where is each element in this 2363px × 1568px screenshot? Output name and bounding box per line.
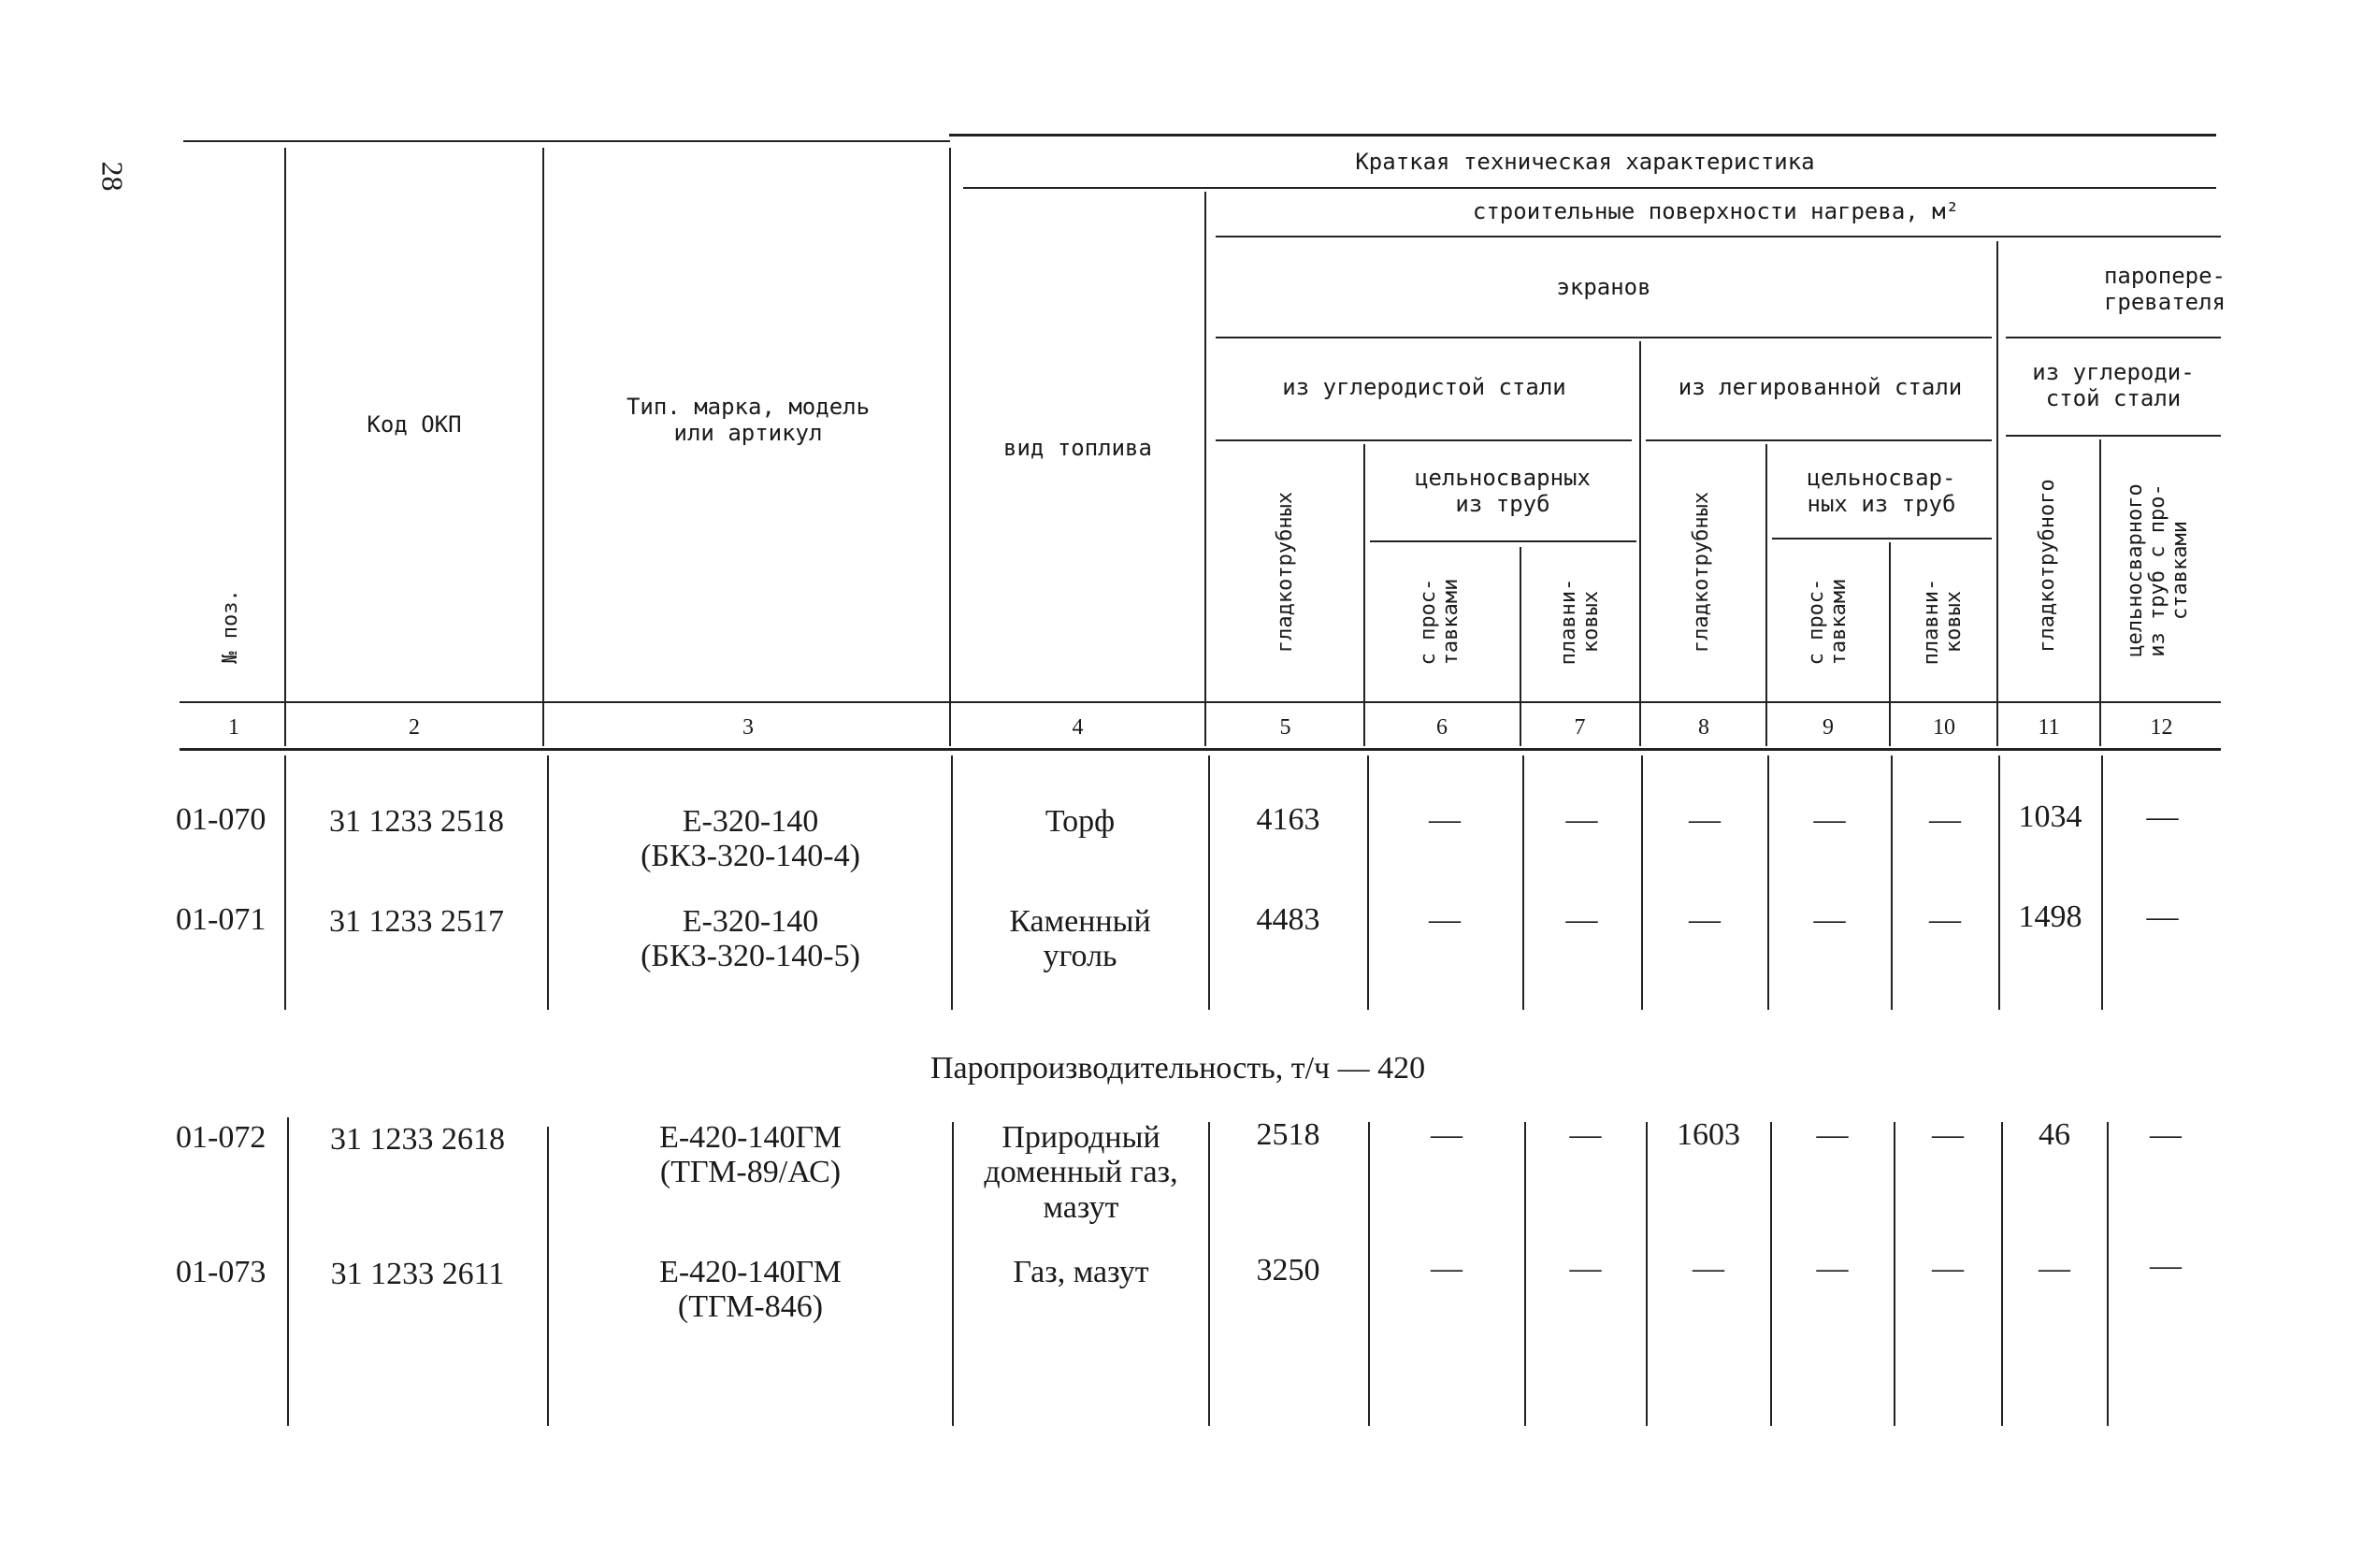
page-number: 28 (95, 161, 130, 192)
body2-vline-7 (1646, 1122, 1648, 1426)
colnum-7: 7 (1574, 715, 1586, 740)
colnum-5: 5 (1279, 715, 1291, 740)
colnum-6: 6 (1436, 715, 1448, 740)
table-row-071-c11: 1498 (2018, 899, 2082, 934)
body1-vline-5 (1367, 755, 1369, 1010)
table-row-070-c12: — (2146, 799, 2179, 834)
body1-vline-7 (1641, 755, 1643, 1010)
colnum-1: 1 (228, 715, 239, 740)
table-row-071-model: Е-320-140 (БКЗ-320-140-5) (641, 904, 860, 974)
header-screens: экранов (1556, 274, 1651, 301)
vline-11 (2099, 439, 2101, 746)
colnum-3: 3 (742, 715, 754, 740)
table-row-070-code: 31 1233 2518 (329, 804, 504, 839)
colnum-9: 9 (1823, 715, 1834, 740)
table-row-071-fuel: Каменный уголь (1009, 904, 1151, 974)
colnum-8: 8 (1698, 715, 1709, 740)
vline-1 (284, 148, 286, 746)
table-row-073-code: 31 1233 2611 (330, 1257, 505, 1291)
table-row-070-c5: 4163 (1256, 802, 1320, 837)
rule-under-alloy (1646, 439, 1992, 441)
header-fin-2: плавни- ковых (1919, 578, 1966, 666)
table-row-071-code: 31 1233 2517 (329, 904, 504, 939)
table-row-072-fuel: Природный доменный газ, мазут (984, 1120, 1178, 1225)
header-fuel: вид топлива (1003, 435, 1152, 462)
table-row-071-c9: — (1813, 902, 1846, 937)
body2-vline-3 (952, 1122, 954, 1426)
body1-vline-3 (951, 755, 953, 1010)
table-row-073-fuel: Газ, мазут (1013, 1255, 1149, 1289)
rule-under-superheater (2006, 337, 2221, 338)
colnum-10: 10 (1933, 715, 1955, 740)
table-row-073-c12: — (2150, 1248, 2182, 1283)
table-top-rule-left (183, 140, 950, 142)
table-row-072-c7: — (1569, 1117, 1602, 1152)
body2-vline-5 (1368, 1122, 1370, 1426)
table-row-071-c10: — (1929, 902, 1961, 937)
body1-vline-8 (1767, 755, 1769, 1010)
table-row-071-c8: — (1689, 902, 1721, 937)
header-alloy-steel: из легированной стали (1678, 374, 1963, 401)
table-row-072-pos: 01-072 (176, 1120, 267, 1155)
body2-vline-10 (2001, 1122, 2003, 1426)
body2-vline-8 (1770, 1122, 1772, 1426)
body2-vline-2 (547, 1127, 549, 1426)
header-smooth-1: гладкотрубных (1273, 491, 1297, 654)
table-row-073-c6: — (1431, 1251, 1462, 1286)
vline-4 (1204, 192, 1206, 746)
table-row-070-c11: 1034 (2018, 799, 2082, 834)
body2-vline-6 (1524, 1122, 1526, 1426)
table-row-073-c9: — (1816, 1251, 1849, 1286)
header-welded-tubes-2: цельносвар- ных из труб (1807, 464, 1956, 517)
vline-2 (542, 148, 544, 746)
body1-vline-4 (1208, 755, 1210, 1010)
header-smooth-2: гладкотрубных (1689, 491, 1713, 654)
header-code: Код ОКП (367, 411, 462, 439)
rule-under-welded-2 (1772, 538, 1992, 539)
table-row-072-c10: — (1932, 1117, 1964, 1152)
table-row-070-pos: 01-070 (176, 802, 267, 837)
table-row-072-c6: — (1431, 1117, 1462, 1152)
table-row-073-c10: — (1932, 1251, 1964, 1286)
rule-under-superheater-carbon (2006, 435, 2221, 437)
body2-vline-9 (1894, 1122, 1895, 1426)
rule-under-surfaces (1216, 236, 2221, 237)
vline-3 (949, 148, 951, 746)
table-row-073-c5: 3250 (1256, 1253, 1320, 1287)
table-row-072-model: Е-420-140ГМ (ТГМ-89/АС) (659, 1120, 842, 1190)
vline-10 (1996, 241, 1998, 746)
rule-under-carbon (1216, 439, 1632, 441)
rule-below-colnums (180, 748, 2221, 751)
table-row-072-c11: 46 (2039, 1117, 2070, 1152)
table-row-073-pos: 01-073 (176, 1255, 267, 1289)
header-welded-superheater: цельносварного из труб с про- ставками (2123, 483, 2193, 657)
vline-9 (1889, 542, 1891, 746)
table-row-072-c12: — (2150, 1117, 2182, 1152)
colnum-2: 2 (409, 715, 420, 740)
header-brief: Краткая техническая характеристика (1355, 149, 1815, 176)
colnum-4: 4 (1072, 715, 1084, 740)
rule-under-screens (1216, 337, 1992, 338)
table-row-073-c8: — (1693, 1251, 1724, 1286)
table-row-072-code: 31 1233 2618 (330, 1122, 505, 1157)
table-row-072-c8: 1603 (1677, 1117, 1740, 1152)
vline-8 (1765, 444, 1767, 746)
rule-under-brief (963, 187, 2216, 189)
header-carbon-steel: из углеродистой стали (1282, 374, 1566, 401)
header-model: Тип. марка, модель или артикул (626, 394, 871, 446)
rule-above-colnums (180, 701, 2221, 703)
body1-vline-1 (284, 755, 286, 1010)
header-superheater: паропере- гревателя (2103, 262, 2226, 315)
body1-vline-6 (1522, 755, 1524, 1010)
body2-vline-4 (1208, 1122, 1210, 1426)
table-row-073-c7: — (1569, 1251, 1602, 1286)
table-row-070-c10: — (1929, 802, 1961, 837)
header-welded-tubes-1: цельносварных из труб (1415, 464, 1591, 517)
table-row-070-c7: — (1565, 802, 1598, 837)
table-row-070-model: Е-320-140 (БКЗ-320-140-4) (641, 804, 860, 874)
table-top-rule (949, 134, 2216, 137)
table-row-071-pos: 01-071 (176, 902, 267, 937)
header-pos: № поз. (218, 589, 242, 664)
section-title: Паропроизводительность, т/ч — 420 (930, 1051, 1426, 1086)
body1-vline-9 (1891, 755, 1893, 1010)
table-row-071-c7: — (1565, 902, 1598, 937)
table-row-070-c9: — (1813, 802, 1846, 837)
table-row-071-c6: — (1429, 902, 1461, 937)
body1-vline-2 (547, 755, 549, 1010)
table-row-070-c8: — (1689, 802, 1721, 837)
table-row-072-c9: — (1816, 1117, 1849, 1152)
table-row-072-c5: 2518 (1256, 1117, 1320, 1152)
header-with-inserts-1: с прос- тавками (1416, 578, 1462, 666)
header-fin-1: плавни- ковых (1556, 578, 1603, 666)
body1-vline-10 (1998, 755, 2000, 1010)
table-row-073-model: Е-420-140ГМ (ТГМ-846) (659, 1255, 842, 1325)
header-with-inserts-2: с прос- тавками (1804, 578, 1851, 666)
vline-7 (1639, 341, 1641, 746)
vline-6 (1520, 547, 1521, 746)
table-row-073-c11: — (2039, 1251, 2070, 1286)
header-smooth-superheater: гладкотрубного (2035, 479, 2059, 653)
body2-vline-11 (2107, 1122, 2109, 1426)
header-surfaces: строительные поверхности нагрева, м² (1472, 198, 1960, 225)
table-row-070-c6: — (1429, 802, 1461, 837)
body1-vline-11 (2101, 755, 2103, 1010)
rule-under-welded-1 (1370, 540, 1636, 542)
header-superheater-carbon: из углероди- стой стали (2032, 358, 2195, 411)
table-row-070-fuel: Торф (1045, 804, 1116, 839)
table-row-071-c12: — (2146, 899, 2179, 934)
colnum-11: 11 (2038, 715, 2060, 740)
colnum-12: 12 (2150, 715, 2173, 740)
body2-vline-1 (287, 1117, 289, 1426)
table-row-071-c5: 4483 (1256, 902, 1320, 937)
vline-5 (1363, 444, 1365, 746)
